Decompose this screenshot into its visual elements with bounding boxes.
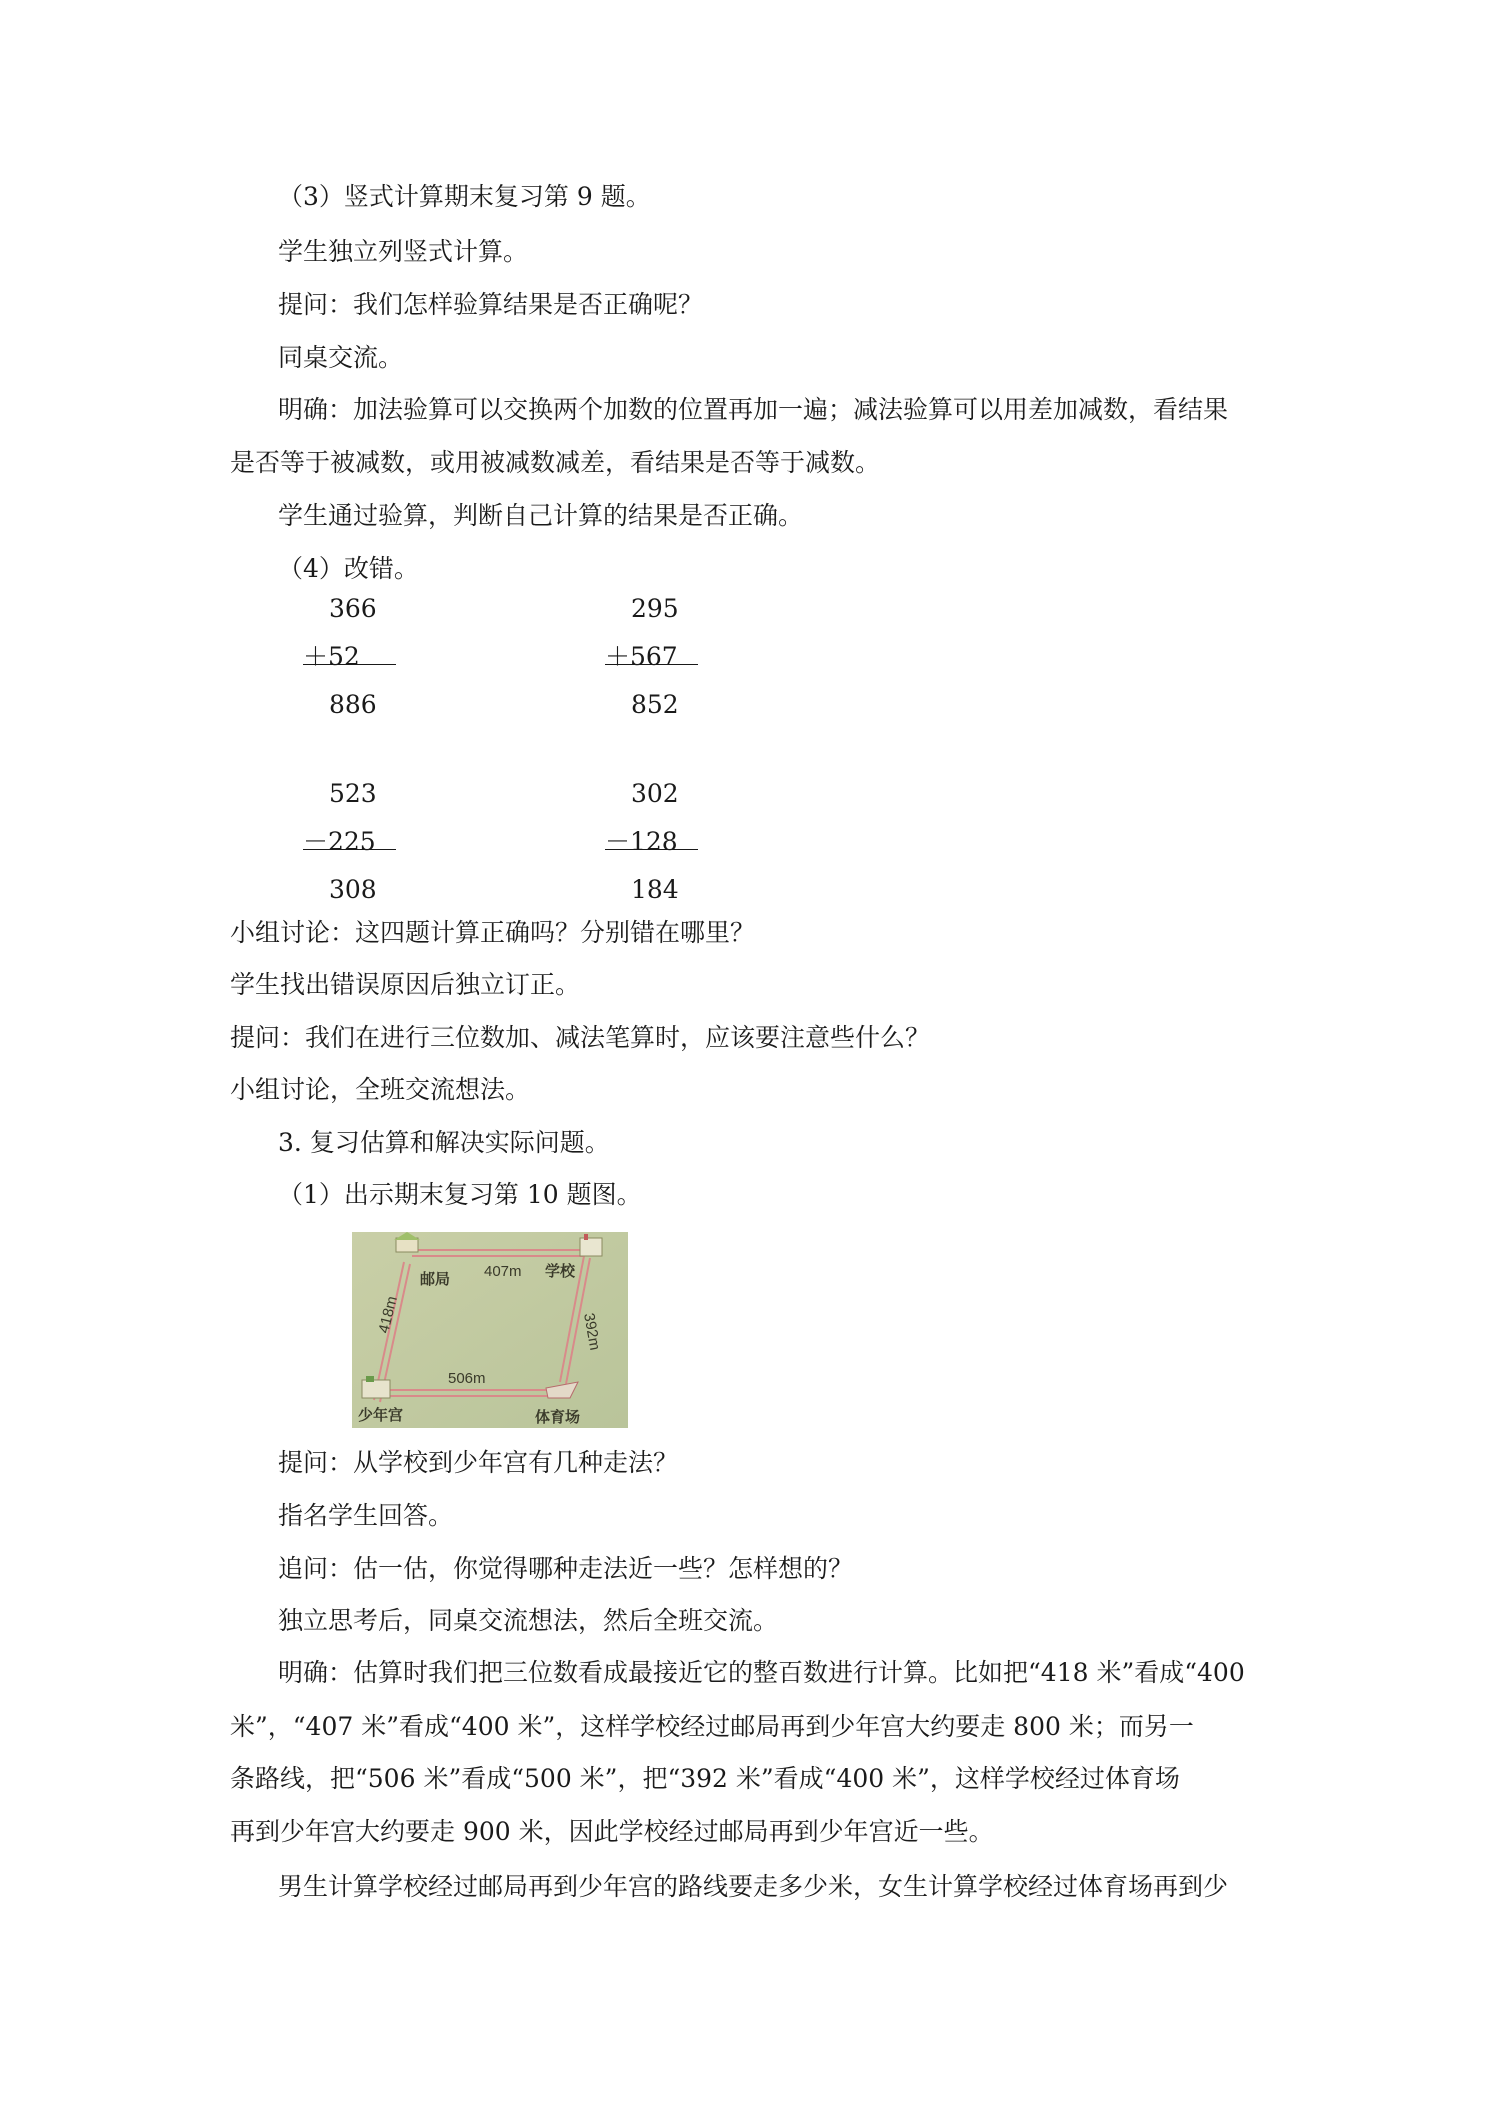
paragraph: 男生计算学校经过邮局再到少年宫的路线要走多少米，女生计算学校经过体育场再到少 — [278, 1872, 1229, 1901]
paragraph: 提问：我们在进行三位数加、减法笔算时，应该要注意些什么？ — [230, 1023, 931, 1052]
problem-1-top: 366 — [329, 594, 377, 623]
problem-1-operand: ＋52 — [303, 642, 360, 671]
paragraph: 独立思考后，同桌交流想法，然后全班交流。 — [278, 1606, 779, 1635]
school-label: 学校 — [545, 1263, 576, 1280]
paragraph: 小组讨论：这四题计算正确吗？分别错在哪里？ — [230, 918, 756, 947]
distance-right-label: 392m — [580, 1311, 604, 1352]
problem-3-operand: －225 — [303, 827, 376, 856]
paragraph: 追问：估一估，你觉得哪种走法近一些？怎样想的？ — [278, 1554, 854, 1583]
problem-2-result: 852 — [631, 690, 679, 719]
distance-bottom-label: 506m — [448, 1370, 486, 1387]
paragraph: （1）出示期末复习第 10 题图。 — [278, 1180, 642, 1209]
paragraph: 小组讨论，全班交流想法。 — [230, 1075, 531, 1104]
paragraph: （4）改错。 — [278, 554, 419, 583]
route-map-figure — [352, 1232, 628, 1428]
problem-3-rule — [303, 849, 396, 850]
paragraph: 是否等于被减数，或用被减数减差，看结果是否等于减数。 — [230, 448, 881, 477]
problem-3-result: 308 — [329, 875, 377, 904]
problem-4-result: 184 — [631, 875, 679, 904]
paragraph: 提问：我们怎样验算结果是否正确呢？ — [278, 290, 704, 319]
problem-1-result: 886 — [329, 690, 377, 719]
problem-4-operand: －128 — [605, 827, 678, 856]
stadium-label: 体育场 — [535, 1409, 581, 1426]
paragraph: 提问：从学校到少年宫有几种走法？ — [278, 1448, 679, 1477]
paragraph: 条路线，把“506 米”看成“500 米”，把“392 米”看成“400 米”，这样学校经过体育场 — [230, 1764, 1180, 1793]
paragraph: 米”，“407 米”看成“400 米”，这样学校经过邮局再到少年宫大约要走 800 米；而另一 — [230, 1712, 1194, 1741]
paragraph: 明确：加法验算可以交换两个加数的位置再加一遍；减法验算可以用差加减数，看结果 — [278, 395, 1229, 424]
paragraph: 指名学生回答。 — [278, 1501, 454, 1530]
problem-4-top: 302 — [631, 779, 679, 808]
post-office-label: 邮局 — [420, 1271, 451, 1288]
problem-4-rule — [605, 849, 698, 850]
problem-2-operand: ＋567 — [605, 642, 678, 671]
paragraph: 学生找出错误原因后独立订正。 — [230, 970, 581, 999]
paragraph: 再到少年宫大约要走 900 米，因此学校经过邮局再到少年宫近一些。 — [230, 1817, 994, 1846]
paragraph: 同桌交流。 — [278, 343, 404, 372]
problem-2-rule — [605, 664, 698, 665]
problem-2-top: 295 — [631, 594, 679, 623]
distance-left-label: 418m — [375, 1294, 401, 1335]
distance-top-label: 407m — [484, 1263, 522, 1280]
paragraph: 明确：估算时我们把三位数看成最接近它的整百数进行计算。比如把“418 米”看成“400 — [278, 1658, 1245, 1687]
paragraph: （3）竖式计算期末复习第 9 题。 — [278, 182, 651, 211]
problem-1-rule — [303, 664, 396, 665]
paragraph: 学生通过验算，判断自己计算的结果是否正确。 — [278, 501, 804, 530]
problem-3-top: 523 — [329, 779, 377, 808]
paragraph: 学生独立列竖式计算。 — [278, 237, 529, 266]
youth-palace-label: 少年宫 — [358, 1407, 404, 1424]
paragraph: 3. 复习估算和解决实际问题。 — [278, 1128, 610, 1157]
